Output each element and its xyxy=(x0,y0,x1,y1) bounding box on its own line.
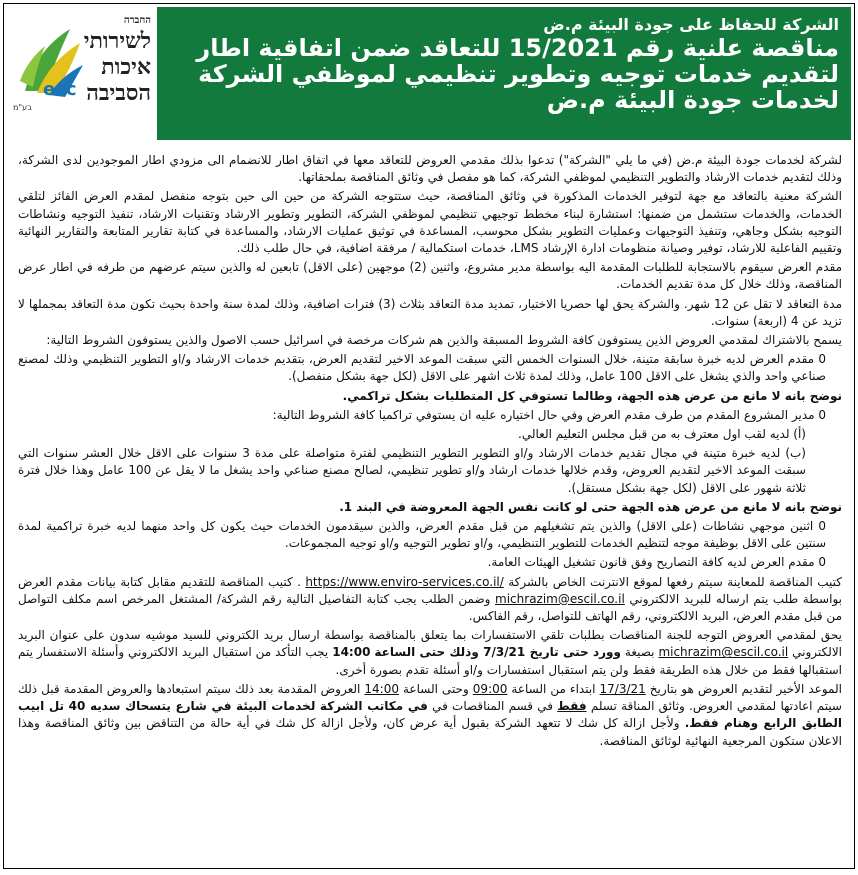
deadline-paragraph xyxy=(18,681,842,750)
website-link[interactable]: https://www.enviro-services.co.il/ xyxy=(305,574,504,589)
eligibility-paragraph: يسمح بالاشتراك لمقدمي العروض الذين يستوفون كافة الشروط المسبقة والذين هم شركات مرخصة في اسرائيل حسب الاصول والذين يستوفون الشروط التالية: xyxy=(46,333,842,348)
documents-text-a: كتيب المناقصة للمعاينة سيتم رفعها لموقع الانترنت الخاص بالشركة xyxy=(508,574,842,589)
inquiries-paragraph xyxy=(18,627,842,679)
inquiries-text-b: بصيغة xyxy=(624,645,655,660)
inquiries-text-a: يحق لمقدمي العروض التوجه للجنة المناقصات بطلبات تلقي الاستفسارات بما يتعلق بالمناقصة بواسطة ارسال بريد الكتروني للسيد موشيه سدون على عنوان البريد الالكتروني xyxy=(18,628,842,660)
services-paragraph: الشركة معنية بالتعاقد مع جهة لتوفير الخدمات المذكورة في وثائق المناقصة، حيث ستتوجه الشركة من حين الى حين بتوجه منفصل لمقدم العرض الفائز لتلقي الخدمات، والخدمات ستشمل من ضمنها: استشارة لبناء مخطط توجيهي تنظيمي لموظفي الشركة، التطوير وتطوير الارشاد وتقنيات الارشاد، تنفيذ التوجيه ونشاطات التوجيه بشكل وجاهي، وتنفيذ التوجيهات وعمليات التطوير بشكل محوسب، المساعدة في توثيق عمليات الارشاد، والمساعدة في كتابة تقارير المتابعة والتقارير النهائية وتقييم الفاعلية للارشاد، توفير وصيانة منظومات ادارة الإرشاد LMS، خدمات استكمالية / مرفقة اضافية، في حال طلب ذلك. xyxy=(18,189,842,256)
deadline-text-c: وحتى الساعة xyxy=(402,681,469,696)
tender-title-line-2: لتقديم خدمات توجيه وتطوير تنظيمي لموظفي الشركة xyxy=(198,60,839,88)
condition-3: 0 اثنين موجهي نشاطات (على الاقل) والذين يتم تشغيلهم من قبل مقدم العرض، والذين سيقدمون الخدمات حيث يكون كل واحد منهما لديه خبرة تراكمية لمدة سنتين على الاقل بوظيفة موجه لتنظيم الخدمات للتطوير التنظيمي، و/او تطوير التوجيه و/او توجيه المجموعات. xyxy=(18,519,826,551)
deadline-date: 17/3/21 xyxy=(599,681,646,696)
header xyxy=(7,7,851,140)
logo-hebrew-small: החברה xyxy=(123,15,151,26)
note-1: نوضح بانه لا مانع من عرض هذه الجهة، وطالما تستوفي كل المتطلبات بشكل تراكمي. xyxy=(342,388,842,403)
condition-2a: (أ) لديه لقب اول معترف به من قبل مجلس التعليم العالي. xyxy=(518,427,806,442)
staff-paragraph: مقدم العرض سيقوم بالاستجابة للطلبات المقدمة اليه بواسطة مدير مشروع، واثنين (2) موجهين (على الاقل) تابعين له والذين سيتم عرضهم من طرفه في اطار عرض المناقصة، وذلك خلال كل مدة تقديم الخدمات. xyxy=(18,260,842,292)
deadline-text-d: العروض المقدمة بعد ذلك سيتم استبعادها والعروض المقدمة قبل ذلك سيتم اعادتها لمقدمي العروض. وثائق المناقة تسلم xyxy=(18,681,842,714)
condition-1: 0 مقدم العرض لديه خبرة سابقة متينة، خلال السنوات الخمس التي سبقت الموعد الاخير لتقديم العرض، بتقديم خدمات الارشاد و/او التطوير التنظيمي وذلك لمصنع صناعي واحد والذي يشغل على الاقل 100 عامل، وذلك لمدة ثلاث اشهر على الاقل (لكل جهة بشكل منفصل). xyxy=(18,352,826,384)
documents-text-b: . كتيب المناقصة للتقديم مقابل كتابة بيانات مقدم العرض بواسطة طلب يتم ارساله للبريد الالكتروني xyxy=(18,574,842,606)
company-logo xyxy=(7,7,157,140)
tender-title-line-3: لخدمات جودة البيئة م.ض xyxy=(546,86,839,114)
logo-suffix: בע"מ xyxy=(13,103,32,112)
deadline-text-e: في قسم المناقصات في xyxy=(432,699,553,714)
deadline-time-to: 14:00 xyxy=(364,681,399,696)
email-link[interactable]: michrazim@escil.co.il xyxy=(495,591,625,606)
deadline-text-g: ولأجل ازالة كل شك لا تتعهد الشركة بقبول أية عرض كان، ولأجل ازالة كل شك في أية حالة من التناقض بين وثائق المناقصة وهذا الاعلان ستكون المرجعية النهائية لوثائق المناقصة. xyxy=(18,716,842,748)
logo-hebrew-line3: הסביבה xyxy=(86,80,151,106)
condition-2: 0 مدير المشروع المقدم من طرف مقدم العرض وفي حال اختياره عليه ان يستوفي تراكميا كافة الشروط التالية: xyxy=(272,407,826,422)
deadline-time-from: 09:00 xyxy=(472,681,508,696)
inquiries-text-d: يجب التأكد من استقبال البريد الالكتروني وأسئلة الاستفسار يتم استقبالها فقط من خلال هذه الطريقة فقط ولن يتم استقبال استفسارات و/او أسئلة تقدم بصورة أخرى. xyxy=(18,645,842,677)
inquiries-email-link[interactable]: michrazim@escil.co.il xyxy=(658,645,789,660)
intro-paragraph: لشركة لخدمات جودة البيئة م.ض (في ما يلي "الشركة") تدعوا بذلك مقدمي العروض للتعاقد معها في اتفاق اطار للانضمام الى مزودي اطار الموجودين لدى الشركة، وذلك لتقديم خدمات الارشاد والتطوير التنظيمي لموظفي الشركة، كما هو مفصل في وثائق المناقصة بملحقاتها. xyxy=(18,153,842,185)
logo-hebrew-line2: איכות xyxy=(101,54,151,80)
deadline-text-b: ابتداء من الساعة xyxy=(511,681,596,696)
deadline-only: فقط xyxy=(557,699,587,714)
title-banner xyxy=(157,7,851,140)
documents-paragraph xyxy=(18,574,842,626)
org-name: الشركة للحفاظ على جودة البيئة م.ض xyxy=(543,15,839,34)
documents-text-c: وضمن الطلب يجب كتابة التفاصيل التالية رقم الشركة/ المشتغل المرخص اسم مكلف التواصل من قبل مقدم العرض، البريد الالكتروني، رقم الهاتف للتواصل، رقم الفاكس. xyxy=(18,591,842,624)
inquiries-time: 14:00 xyxy=(332,645,371,660)
duration-paragraph: مدة التعاقد لا تقل عن 12 شهر. والشركة يحق لها حصريا الاختيار، تمديد مدة التعاقد بثلاث (3) فترات اضافية، وذلك لمدة سنة واحدة بحيث تكون مدة التعاقد بمجملها لا تزيد عن 4 (اربعة) سنوات. xyxy=(18,296,843,328)
tender-title-line-1: مناقصة علنية رقم 15/2021 للتعاقد ضمن اتفاقية اطار xyxy=(196,34,839,62)
logo-hebrew-line1: לשירותי xyxy=(83,28,151,54)
condition-2b: (ب) لديه خبرة متينة في مجال تقديم خدمات الارشاد و/او التطوير التطوير التنظيمي لفترة متواصلة على مدة 3 سنوات على الاقل خلال العشر سنوات التي سبقت الموعد الاخير لتقديم العروض، وقدم خلالها خدمات ارشاد و/او تطوير تنظيمي، لصالح مصنع صناعي واحد يشغل ما لا يقل عن 100 عامل وهذا خلال فترة ثلاثة شهور على الاقل (لكل جهة بشكل مستقل). xyxy=(18,446,806,495)
condition-4: 0 مقدم العرض لديه كافة التصاريح وفق قانون تشغيل الهيئات العامة. xyxy=(487,555,826,570)
deadline-address: في مكاتب الشركة لخدمات البيئة في شارع يتسحاك سديه 40 تل ابيب الطابق الرابع وهنام فقط. xyxy=(18,699,842,731)
deadline-text-a: الموعد الأخير لتقديم العروض هو بتاريخ xyxy=(649,681,842,696)
note-2: نوضح بانه لا مانع من عرض هذه الجهة حتى لو كانت نفس الجهة المعروضة في البند 1. xyxy=(339,499,842,514)
inquiries-deadline: وورد حتى تاريخ 7/3/21 وذلك حتى الساعة xyxy=(374,645,621,660)
ad-frame xyxy=(3,3,855,869)
logo-acronym: esc xyxy=(43,79,77,100)
tender-body xyxy=(18,152,842,752)
